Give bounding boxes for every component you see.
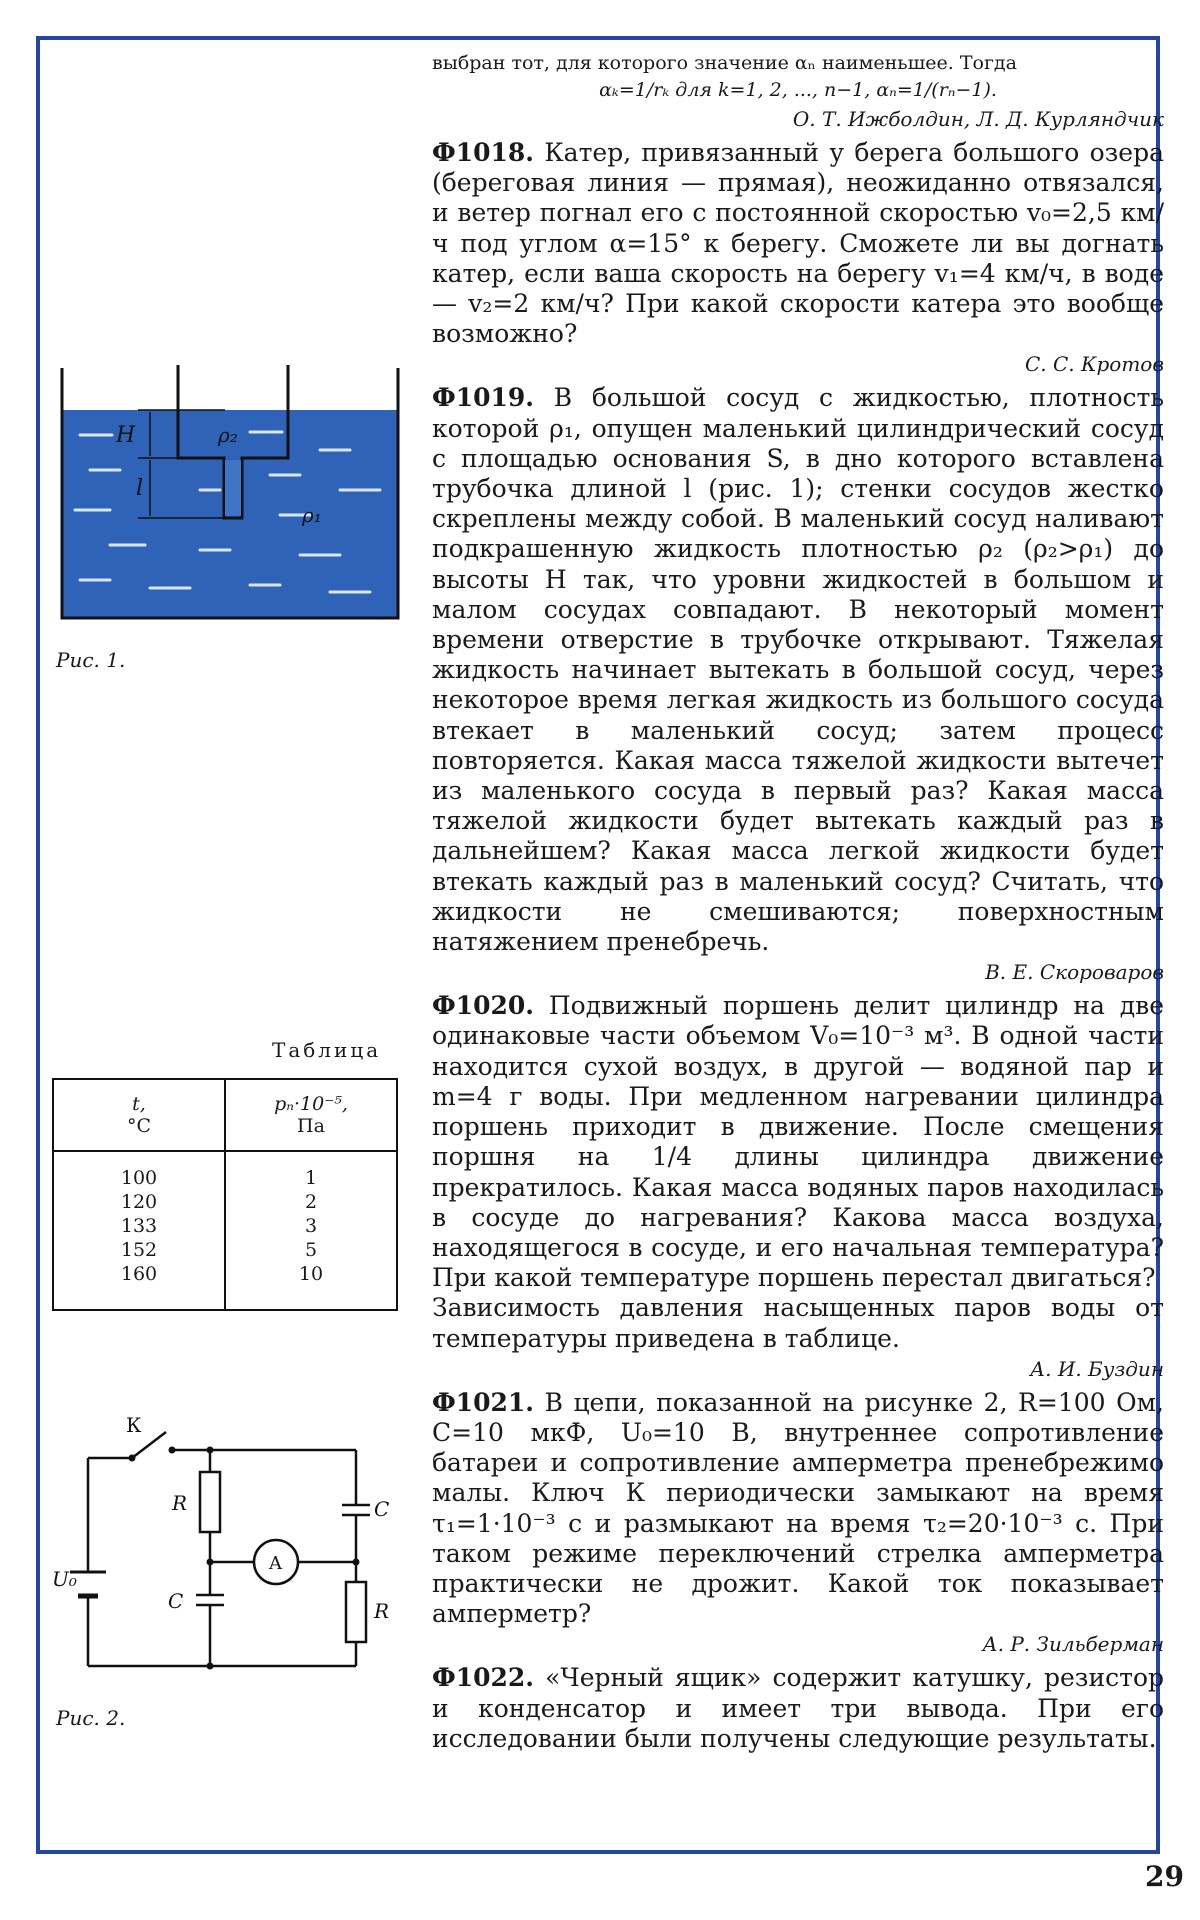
problem-1021 [432, 1388, 1164, 1658]
column-header-pressure: pₙ·10⁻⁵, Па [225, 1079, 397, 1151]
problem-number: Ф1022. [432, 1663, 535, 1693]
table-title: Таблица [272, 1038, 382, 1062]
vapor-pressure-table [52, 1078, 398, 1311]
junction [207, 1663, 214, 1670]
table-header-row [53, 1079, 397, 1151]
problem-1020 [432, 991, 1164, 1381]
column-header-temperature: t, °C [53, 1079, 225, 1151]
problem-1018 [432, 138, 1164, 377]
figure-1-caption: Рис. 1. [56, 648, 126, 672]
problem-author: С. С. Кротов [1024, 352, 1164, 377]
problem-number: Ф1021. [432, 1387, 535, 1417]
figure-1-vessel-diagram [50, 360, 410, 630]
label-A: A [269, 1553, 282, 1574]
problem-author: А. Р. Зильберман [982, 1632, 1164, 1657]
junction [169, 1447, 176, 1454]
junction [353, 1559, 360, 1566]
resistor-top [200, 1472, 220, 1532]
heavy-liquid-column [225, 460, 241, 516]
junction [207, 1447, 214, 1454]
table-row: 133 3 [53, 1214, 397, 1238]
figure-2-caption: Рис. 2. [56, 1706, 126, 1730]
page-number: 29 [1145, 1860, 1184, 1893]
table-row: 160 10 [53, 1262, 397, 1310]
problem-1022 [432, 1663, 1164, 1754]
junction [129, 1455, 136, 1462]
resistor-bottom [346, 1582, 366, 1642]
intro-author: О. Т. Ижболдин, Л. Д. Курляндчик [792, 107, 1164, 131]
label-rho1: ρ₁ [302, 503, 322, 527]
problem-number: Ф1019. [432, 383, 535, 413]
label-U0: U₀ [52, 1567, 77, 1591]
figure-2-circuit-diagram [50, 1410, 410, 1680]
problem-text: В цепи, показанной на рисунке 2, R=100 Ом, C=10 мкФ, U₀=10 В, внутреннее сопротивление батареи и сопротивление амперметра пренебрежимо малы. Ключ К периодически замыкают на время τ₁=1·10⁻³ с и размыкают на время τ₂=20·10⁻³ с. При таком режиме переключений стрелка амперметра практически не дрожит. Какой ток показывает амперметр? [432, 1387, 1164, 1629]
problem-text: «Черный ящик» содержит катушку, резистор и конденсатор и имеет три вывода. При его исследовании были получены следующие результаты. [432, 1663, 1164, 1753]
table-row: 100 1 [53, 1151, 397, 1190]
problem-text: Подвижный поршень делит цилиндр на две одинаковые части объемом V₀=10⁻³ м³. В одной части находится сухой воздух, в другой — водяной пар и m=4 г воды. При медленном нагревании цилиндра поршень приходит в движение. После смещения поршня на 1/4 длины цилиндра движение прекратилось. Какая масса водяных паров находилась в сосуде до нагревания? Какова масса воздуха, находящегося в сосуде, и его начальная температура? При какой температуре поршень перестал двигаться? [432, 991, 1165, 1293]
label-l: l [136, 476, 144, 501]
junction [207, 1559, 214, 1566]
problem-1019 [432, 383, 1164, 985]
problem-number: Ф1018. [432, 138, 535, 167]
problem-number: Ф1020. [432, 991, 535, 1021]
label-R-top: R [172, 1491, 188, 1515]
problem-text: Катер, привязанный у берега большого озера (береговая линия — прямая), неожиданно отвязался, и ветер погнал его с постоянной скоростью v₀=2,5 км/ч под углом α=15° к берегу. Сможете ли вы догнать катер, если ваша скорость на берегу v₁=4 км/ч, в воде — v₂=2 км/ч? При какой скорости катера это вообще возможно? [432, 138, 1164, 349]
table-row: 120 2 [53, 1190, 397, 1214]
label-C-bottom: C [168, 1589, 184, 1613]
problem-author: А. И. Буздин [1030, 1356, 1164, 1381]
label-H: H [116, 423, 136, 448]
label-C-top: C [374, 1497, 390, 1521]
problem-extra: Зависимость давления насыщенных паров воды от температуры приведена в таблице. [432, 1293, 1164, 1353]
label-K: К [126, 1413, 142, 1437]
table-row: 152 5 [53, 1238, 397, 1262]
intro-formula: αₖ=1/rₖ для k=1, 2, ..., n−1, αₙ=1/(rₙ−1). [599, 79, 997, 101]
problem-author: В. Е. Скороваров [985, 960, 1164, 985]
label-R-bottom: R [374, 1599, 390, 1623]
main-text-column [432, 50, 1164, 1758]
label-rho2: ρ₂ [218, 423, 238, 447]
problem-text: В большой сосуд с жидкостью, плотность которой ρ₁, опущен маленький цилиндрический сосуд с площадью основания S, в дно которого вставлена трубочка длиной l (рис. 1); стенки сосудов жестко скреплены между собой. В маленький сосуд наливают подкрашенную жидкость плотностью ρ₂ (ρ₂>ρ₁) до высоты H так, что уровни жидкостей в большом и малом сосудах совпадают. В некоторый момент времени отверстие в трубочке открывают. Тяжелая жидкость начинает вытекать в большой сосуд, через некоторое время легкая жидкость из большого сосуда втекает в маленький сосуд; затем процесс повторяется. Какая масса тяжелой жидкости вытечет из маленького сосуда в первый раз? Какая масса тяжелой жидкости будет вытекать каждый раз в дальнейшем? Какая масса легкой жидкости будет втекать каждый раз в маленький сосуд? Считать, что жидкости не смешиваются; поверхностным натяжением пренебречь. [432, 383, 1164, 957]
intro-line: выбран тот, для которого значение αₙ наименьшее. Тогда [432, 52, 1017, 74]
